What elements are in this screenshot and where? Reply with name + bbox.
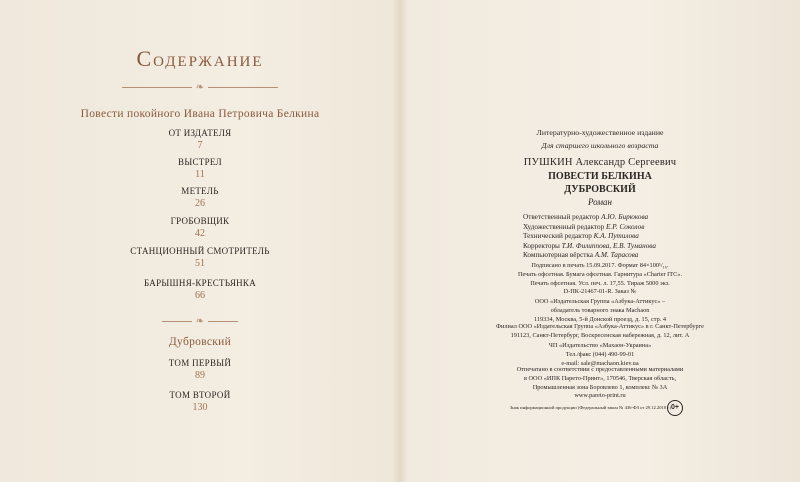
section-title-belkin: Повести покойного Ивана Петровича Белкина	[80, 108, 320, 120]
publisher-info: ООО «Издательская Группа «Азбука-Аттикус» – обладатель товарного знака Machaon 119334, Москва, 5-й Донской проезд, д. 15, стр. 4	[533, 298, 667, 323]
book-title-1: ПОВЕСТИ БЕЛКИНА	[548, 171, 652, 182]
contents-title: Содержание	[136, 46, 264, 71]
toc-entry[interactable]	[0, 128, 400, 151]
toc-entry-page: 66	[195, 290, 205, 301]
toc-entry-title: ТОМ ПЕРВЫЙ	[168, 358, 232, 368]
credit-row: Ответственный редактор А.Ю. Бирюкова	[523, 213, 649, 221]
book-title-2: ДУБРОВСКИЙ	[564, 184, 636, 195]
genre: Роман	[587, 197, 613, 207]
toc-entry-page: 89	[195, 370, 205, 381]
credit-row: Корректоры Т.И. Филиппова, Е.В. Туманова	[523, 241, 656, 250]
toc-entry-page: 11	[195, 169, 205, 180]
author-name: ПУШКИН Александр Сергеевич	[523, 157, 677, 168]
section-title-dubrovsky: Дубровский	[168, 336, 232, 348]
ornament-divider: ❧	[0, 316, 400, 327]
toc-entry-title: ГРОБОВЩИК	[170, 216, 230, 226]
toc-entry-page: 42	[195, 228, 205, 239]
credit-row: Технический редактор К.А. Путилова	[523, 232, 639, 241]
toc-entry[interactable]	[0, 246, 400, 269]
printer-info: Отпечатано в соответствии с предоставленными материалами в ООО «ИПК Парето-Принт», 170546, Тверская область, Промышленная зона Боровлево 1, комплекс № 3А www.pareto-print.ru	[516, 366, 684, 400]
toc-entry-title: МЕТЕЛЬ	[181, 186, 219, 196]
toc-entry-page: 51	[195, 258, 205, 269]
credit-row: Художественный редактор Е.Р. Соколов	[523, 222, 645, 231]
imprint-page	[400, 0, 800, 482]
toc-entry[interactable]	[0, 278, 400, 301]
toc-entry-title: ВЫСТРЕЛ	[178, 157, 222, 167]
credit-row: Компьютерная вёрстка А.М. Тарасова	[523, 251, 639, 260]
toc-entry-title: БАРЫШНЯ-КРЕСТЬЯНКА	[143, 278, 257, 288]
edition-type: Литературно-художественное издание	[536, 128, 664, 137]
info-product-mark: Знак информационной продукции (Федеральный закон № 436-ФЗ от 29.12.2010 г.)	[510, 405, 672, 410]
toc-entry-title: ОТ ИЗДАТЕЛЯ	[168, 128, 232, 138]
toc-entry[interactable]	[0, 186, 400, 209]
toc-entry[interactable]	[0, 157, 400, 180]
toc-entry-page: 7	[197, 140, 203, 151]
age-rating-badge: 0+	[667, 400, 683, 416]
toc-entry[interactable]	[0, 358, 400, 381]
toc-entry-page: 26	[195, 198, 205, 209]
credits-list	[400, 213, 800, 261]
branch-info: Филиал ООО «Издательская Группа «Азбука-Аттикус» в г. Санкт-Петербурге 191123, Санкт-Петербург, Воскресенская набережная, д. 12, лит. А	[496, 323, 704, 339]
print-details: Подписано в печать 15.09.2017. Формат 84×100¹/₁₆. Печать офсетная. Бумага офсетная. Гарнитура «Charter ITC». Печать офсетная. Усл. печ. л. 17,55. Тираж 5000 экз. D-ПК-21467-01-R. Заказ №	[517, 262, 683, 296]
audience-note: Для старшего школьного возраста	[541, 141, 659, 150]
ukraine-distributor: ЧП «Издательство «Махаон-Украина» Тел./факс (044) 490-99-01 e-mail: sale@machaon.kiev.ua	[548, 342, 652, 367]
ornament-divider: ❧	[0, 82, 400, 93]
toc-entry-page: 130	[192, 402, 208, 413]
toc-entry[interactable]	[0, 216, 400, 239]
toc-entry[interactable]	[0, 390, 400, 413]
toc-entry-title: СТАНЦИОННЫЙ СМОТРИТЕЛЬ	[130, 246, 270, 256]
toc-entry-title: ТОМ ВТОРОЙ	[169, 390, 231, 400]
